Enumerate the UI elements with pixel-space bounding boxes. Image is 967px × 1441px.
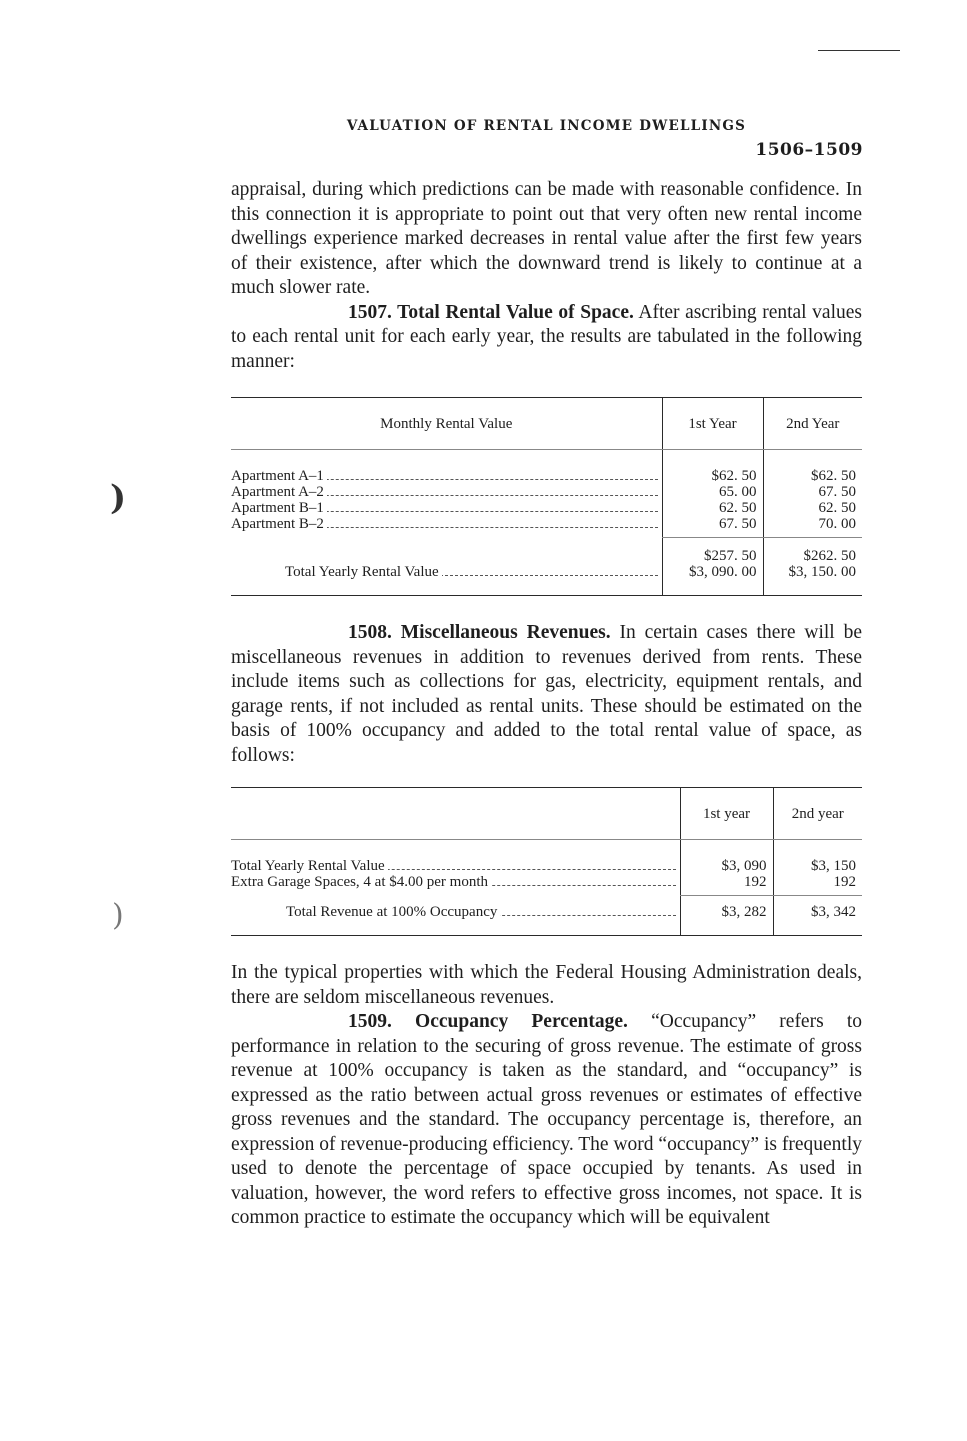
- total-yearly-rental-label: Total Yearly Rental Value: [285, 564, 442, 580]
- bottom-text-block: [231, 961, 862, 1231]
- table-row: [231, 484, 862, 500]
- scan-mark-top-line: [818, 50, 900, 51]
- total-revenue-label: Total Revenue at 100% Occupancy: [286, 904, 500, 920]
- header-1st-year: 1st year: [680, 788, 773, 840]
- cell-2nd-year: 192: [773, 874, 862, 890]
- yearly-total-2nd-year: $3, 150. 00: [763, 564, 862, 580]
- cell-2nd-year: 62. 50: [763, 500, 862, 516]
- row-label: Total Yearly Rental Value: [231, 858, 388, 874]
- table-row: [231, 500, 862, 516]
- table-row: [231, 468, 862, 484]
- cell-1st-year: 67. 50: [662, 516, 763, 532]
- running-title: VALUATION OF RENTAL INCOME DWELLINGS: [346, 118, 747, 134]
- heading-1509: 1509. Occupancy Percentage.: [348, 1011, 628, 1032]
- top-text-block: [231, 178, 862, 374]
- margin-bracket-mark: ): [110, 478, 127, 518]
- total-revenue-2nd-year: $3, 342: [773, 904, 862, 920]
- cell-2nd-year: 67. 50: [763, 484, 862, 500]
- section-1508-block: [231, 621, 862, 768]
- paragraph-1508: [231, 621, 862, 768]
- body-1507: After ascribing rental values to each rental unit for each early year, the results are tabulated in the following manner:: [231, 301, 863, 372]
- cell-2nd-year: $62. 50: [763, 468, 862, 484]
- table-row: [231, 874, 862, 890]
- total-revenue-1st-year: $3, 282: [680, 904, 773, 920]
- monthly-total-row: [231, 548, 862, 564]
- cell-1st-year: 62. 50: [662, 500, 763, 516]
- cell-2nd-year: $3, 150: [773, 858, 862, 874]
- row-label: Extra Garage Spaces, 4 at $4.00 per month: [231, 874, 491, 890]
- paragraph-1507: [231, 301, 862, 375]
- cell-1st-year: $3, 090: [680, 858, 773, 874]
- yearly-total-1st-year: $3, 090. 00: [662, 564, 763, 580]
- revenue-table: [231, 787, 862, 936]
- heading-1508: 1508. Miscellaneous Revenues.: [348, 622, 611, 643]
- paragraph-1508-continuation: In the typical properties with which the Federal Housing Administration deals, there are seldom miscellaneous revenues.: [231, 962, 862, 1008]
- row-label: Apartment A–2: [231, 484, 327, 500]
- body-1509: “Occupancy” refers to performance in relation to the securing of gross revenue. The estimate of gross revenue at 100% occupancy is taken as the standard, and “occupancy” is expressed as the ratio between actual gross revenues or estimates of effective gross revenues and the standard. The occupancy percentage is, therefore, an expression of revenue-producing efficiency. The word “occupancy” is frequently used to denote the percentage of space occupied by tenants. As used in valuation, however, the word refers to effective gross incomes, not space. It is common practice to estimate the occupancy which will be equivalent: [231, 1011, 863, 1228]
- margin-paren-mark: ): [112, 898, 124, 933]
- cell-2nd-year: 70. 00: [763, 516, 862, 532]
- table-header-row: [231, 398, 862, 450]
- table-header-row: [231, 788, 862, 840]
- monthly-total-2nd-year: $262. 50: [763, 548, 862, 564]
- total-revenue-row: [231, 904, 862, 920]
- rental-value-table: [231, 397, 862, 596]
- paragraph-1509: [231, 1010, 862, 1231]
- yearly-total-row: [231, 564, 862, 580]
- monthly-total-1st-year: $257. 50: [662, 548, 763, 564]
- header-2nd-year: 2nd Year: [763, 398, 862, 450]
- body-1508: In certain cases there will be miscellaneous revenues in addition to revenues derived from rents. These include items such as collections for gas, electricity, equipment rentals, and garage rents, if not included as rental units. These should be estimated on the basis of 100% occupancy and added to the total rental value of space, as follows:: [231, 622, 862, 766]
- header-monthly-rental-value: Monthly Rental Value: [231, 398, 662, 450]
- heading-1507: 1507. Total Rental Value of Space.: [348, 301, 634, 323]
- cell-1st-year: 192: [680, 874, 773, 890]
- paragraph-1506-continuation: appraisal, during which predictions can be made with reasonable confidence. In this connection it is appropriate to point out that very often new rental income dwellings experience marked decreases in rental value after the first few years of their existence, after which the downward trend is likely to continue at a much slower rate.: [231, 179, 862, 298]
- cell-1st-year: $62. 50: [662, 468, 763, 484]
- table-row: [231, 516, 862, 532]
- section-range: 1506–1509: [755, 140, 863, 160]
- row-label: Apartment A–1: [231, 468, 327, 484]
- row-label: Apartment B–2: [231, 516, 327, 532]
- row-label: Apartment B–1: [231, 500, 327, 516]
- cell-1st-year: 65. 00: [662, 484, 763, 500]
- table-row: [231, 858, 862, 874]
- header-2nd-year: 2nd year: [773, 788, 862, 840]
- header-1st-year: 1st Year: [662, 398, 763, 450]
